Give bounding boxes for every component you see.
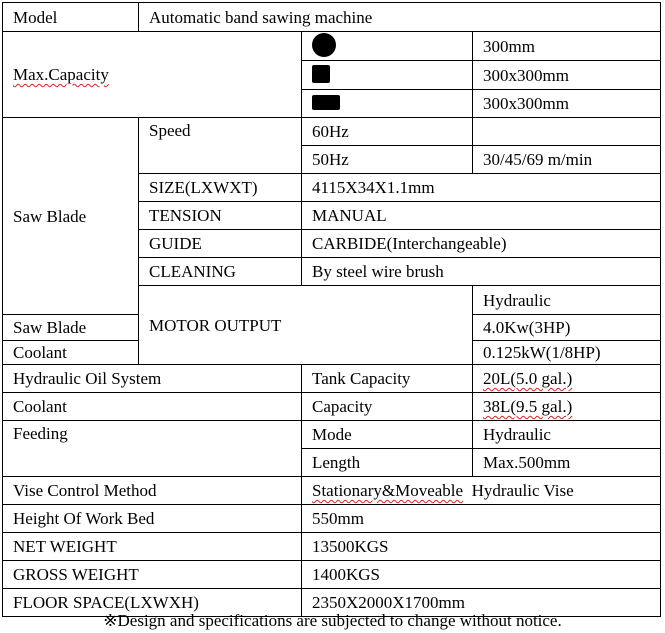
cleaning-label: CLEANING [139,258,302,286]
row-hydraulic-oil [3,365,661,393]
motor-blade-label: Saw Blade [3,315,139,341]
motor-hydraulic-label: Hydraulic [473,286,661,315]
motor-output-label: MOTOR OUTPUT [139,286,473,365]
tension-value: MANUAL [302,202,661,230]
capacity-round-value: 300mm [473,32,661,61]
row-gross-weight [3,561,661,589]
max-capacity-text: Max.Capacity [13,65,109,84]
guide-value: CARBIDE(Interchangeable) [302,230,661,258]
hydraulic-oil-label: Hydraulic Oil System [3,365,302,393]
vise-value [302,477,661,505]
coolant-capacity-value: 38L(9.5 gal.) [483,397,573,416]
net-weight-value: 13500KGS [302,533,661,561]
cleaning-value: By steel wire brush [302,258,661,286]
gross-weight-value: 1400KGS [302,561,661,589]
row-feeding-mode [3,421,661,449]
feeding-mode-label: Mode [302,421,473,449]
model-label: Model [3,3,139,32]
tension-label: TENSION [139,202,302,230]
vise-value-b: Hydraulic Vise [471,481,574,500]
feeding-length-label: Length [302,449,473,477]
tank-capacity-label: Tank Capacity [302,365,473,393]
speed-60hz-value [473,118,661,146]
coolant-capacity-value-cell [473,393,661,421]
row-capacity-round [3,32,661,61]
gross-weight-label: GROSS WEIGHT [3,561,302,589]
guide-label: GUIDE [139,230,302,258]
row-speed-60 [3,118,661,146]
size-value: 4115X34X1.1mm [302,174,661,202]
speed-60hz: 60Hz [302,118,473,146]
bed-height-label: Height Of Work Bed [3,505,302,533]
feeding-length-value: Max.500mm [473,449,661,477]
row-net-weight [3,533,661,561]
feeding-mode-value: Hydraulic [473,421,661,449]
size-label: SIZE(LXWXT) [139,174,302,202]
floor-space-value: 2350X2000X1700mm [302,589,661,617]
model-value: Automatic band sawing machine [139,3,661,32]
tank-capacity-value-cell [473,365,661,393]
motor-coolant-value: 0.125kW(1/8HP) [473,341,661,365]
feeding-label: Feeding [3,421,302,477]
rectangular-bar-icon [312,95,340,110]
row-model [3,3,661,32]
speed-label: Speed [139,118,302,174]
speed-50hz: 50Hz [302,146,473,174]
bed-height-value: 550mm [302,505,661,533]
capacity-rect-value: 300x300mm [473,90,661,118]
max-capacity-label [3,32,302,118]
square-bar-icon [312,65,330,83]
row-bed-height [3,505,661,533]
coolant-capacity-label: Capacity [302,393,473,421]
floor-space-label: FLOOR SPACE(LXWXH) [3,589,302,617]
speed-50hz-value: 30/45/69 m/min [473,146,661,174]
saw-blade-label: Saw Blade [3,118,139,315]
round-bar-icon [312,33,336,57]
net-weight-label: NET WEIGHT [3,533,302,561]
disclaimer-note: ※Design and specifications are subjected to change without notice. [103,611,562,630]
vise-label: Vise Control Method [3,477,302,505]
row-vise [3,477,661,505]
coolant-label: Coolant [3,393,302,421]
capacity-square-value: 300x300mm [473,61,661,90]
capacity-round-cell [302,32,473,61]
capacity-rect-cell [302,90,473,118]
capacity-square-cell [302,61,473,90]
spec-table [2,2,661,617]
tank-capacity-value: 20L(5.0 gal.) [483,369,573,388]
motor-coolant-label: Coolant [3,341,139,365]
row-coolant [3,393,661,421]
vise-value-a: Stationary&Moveable [312,481,464,500]
motor-blade-value: 4.0Kw(3HP) [473,315,661,341]
